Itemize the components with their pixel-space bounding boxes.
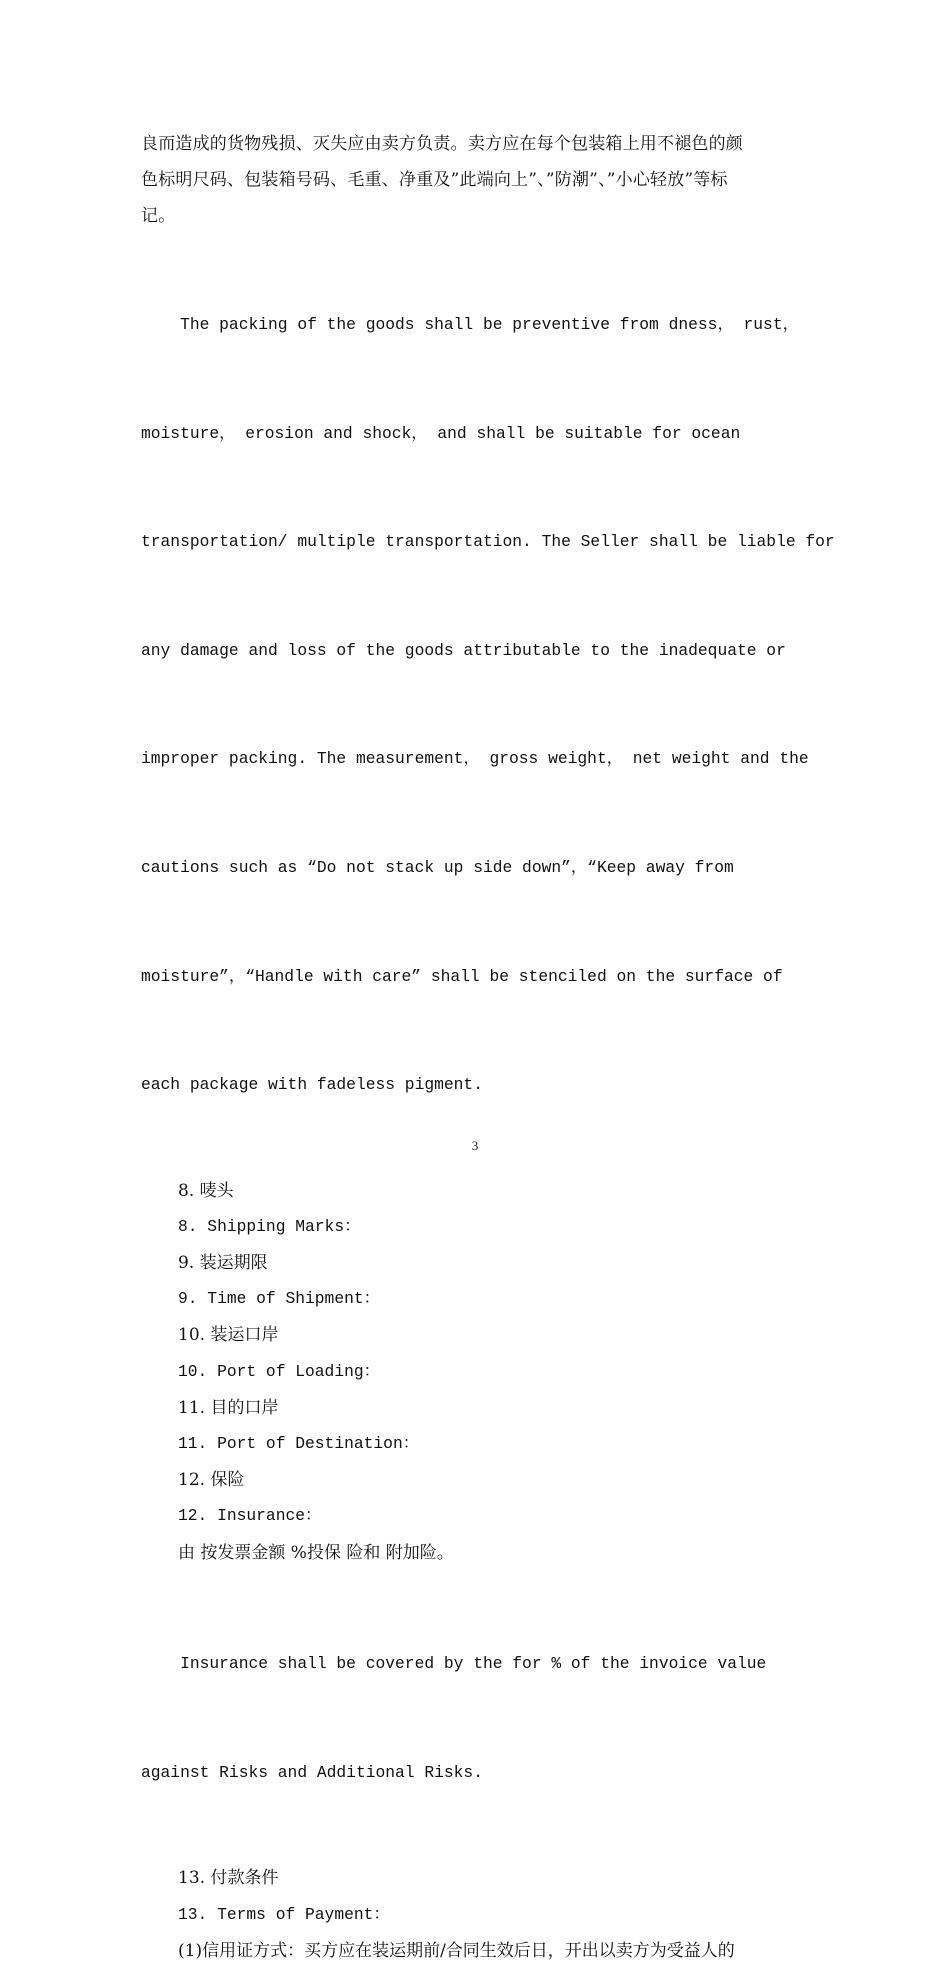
- document-body: [141, 126, 835, 1972]
- clause-heading-shipping-marks-en: 8. Shipping Marks：: [178, 1216, 361, 1236]
- text-line: 色标明尺码、包装箱号码、毛重、净重及”此端向上”、”防潮”、”小心轻放”等标: [141, 170, 728, 191]
- text-line: each package with fadeless pigment.: [141, 1075, 483, 1095]
- clause-heading-port-destination-en: 11. Port of Destination：: [178, 1434, 419, 1454]
- clause-heading-payment-cn: 13. 付款条件: [178, 1868, 279, 1889]
- clause-heading-payment-en: 13. Terms of Payment：: [178, 1904, 390, 1924]
- clause-heading-shipping-marks-cn: 8. 唛头: [178, 1180, 234, 1201]
- clause-heading-insurance-cn: 12. 保险: [178, 1470, 245, 1491]
- clause-heading-shipment-time-en: 9. Time of Shipment：: [178, 1289, 380, 1309]
- paragraph-insurance-en: [141, 1574, 806, 1864]
- text-line: moisture”，“Handle with care” shall be stenciled on the surface of: [141, 966, 783, 986]
- clause-heading-insurance-en: 12. Insurance：: [178, 1506, 322, 1526]
- text-line: against Risks and Additional Risks.: [141, 1762, 483, 1782]
- text-line: cautions such as “Do not stack up side down”，“Keep away from: [141, 857, 734, 877]
- text-line: 良而造成的货物残损、灭失应由卖方负责。卖方应在每个包装箱上用不褪色的颜: [141, 134, 743, 154]
- text-line: improper packing. The measurement， gross weight， net weight and the: [141, 749, 809, 769]
- paragraph-packing-cn: [141, 126, 806, 235]
- text-line: Insurance shall be covered by the for % of the invoice value: [141, 1654, 767, 1674]
- clause-heading-shipment-time-cn: 9. 装运期限: [178, 1253, 268, 1274]
- paragraph-packing-en: [141, 235, 835, 1176]
- text-line: The packing of the goods shall be preventive from dness， rust，: [141, 314, 799, 334]
- page-number: 3: [471, 1138, 479, 1153]
- text-line: moisture， erosion and shock， and shall be suitable for ocean: [141, 423, 741, 443]
- insurance-clause-cn: 由 按发票金额 %投保 险和 附加险。: [178, 1542, 454, 1563]
- text-line: transportation/ multiple transportation. The Seller shall be liable for: [141, 532, 835, 552]
- text-line: 记。: [141, 206, 176, 227]
- payment-lc-clause-cn: (1)信用证方式：买方应在装运期前/合同生效后日，开出以卖方为受益人的: [178, 1940, 735, 1961]
- clause-heading-port-loading-en: 10. Port of Loading：: [178, 1361, 380, 1381]
- clause-list-payment: [141, 1863, 806, 1972]
- clause-heading-port-loading-cn: 10. 装运口岸: [178, 1325, 279, 1346]
- clause-list: [141, 1176, 806, 1574]
- clause-heading-port-destination-cn: 11. 目的口岸: [178, 1397, 279, 1418]
- text-line: any damage and loss of the goods attributable to the inadequate or: [141, 640, 786, 660]
